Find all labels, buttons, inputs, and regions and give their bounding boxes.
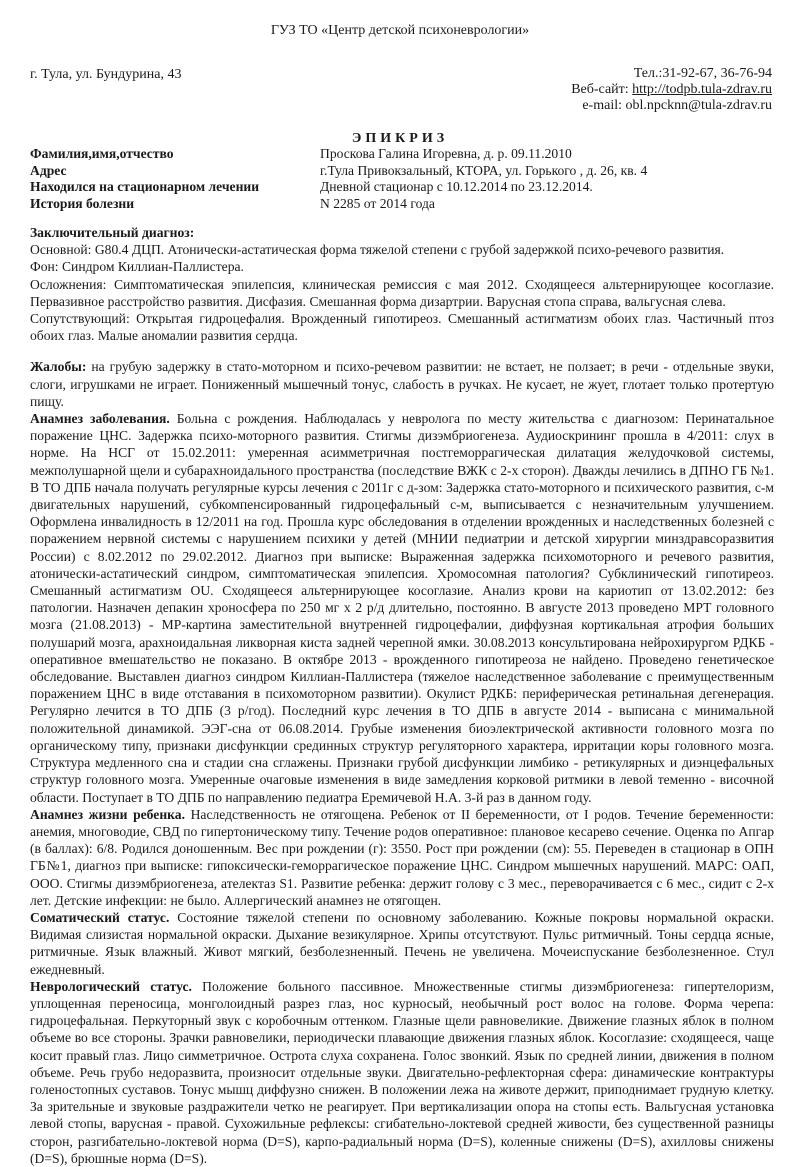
website-link[interactable]: http://todpb.tula-zdrav.ru xyxy=(632,82,772,97)
complaints-section xyxy=(30,358,774,410)
diagnosis-main: Основной: G80.4 ДЦП. Атонически-астатическая форма тяжелой степени с грубой задержкой психо-речевого развития. xyxy=(30,242,725,258)
patient-stay-row xyxy=(30,179,770,196)
somatic-text: Состояние тяжелой степени по основному заболеванию. Кожные покровы нормальной окраски. Видимая слизистая нормальной окраски. Дыхание везикулярное. Хрипы отсутствуют. Пульс ритмичный. Тоны сердца ясные, ритмичные. Язык влажный. Живот мягкий, безболезненный. Печень не увеличена. Мочеиспускание безболезненное. Стул ежедневный. xyxy=(30,909,774,977)
phone-line: Тел.:31-92-67, 36-76-94 xyxy=(633,66,772,81)
organization-address: г. Тула, ул. Бундурина, 43 xyxy=(30,67,182,82)
email-line: e-mail: obl.npcknn@tula-zdrav.ru xyxy=(582,98,772,113)
anamnesis-disease-label: Анамнез заболевания. xyxy=(30,411,170,427)
patient-address-value: г.Тула Привокзальный, КТОРА, ул. Горького , д. 26, кв. 4 xyxy=(320,162,648,178)
contact-block xyxy=(571,66,772,114)
patient-stay-label: Находился на стационарном лечении xyxy=(30,179,260,194)
anamnesis-disease-section xyxy=(30,410,774,806)
patient-address-label: Адрес xyxy=(30,162,67,178)
diagnosis-heading: Заключительный диагноз: xyxy=(30,225,195,240)
patient-name-value: Проскова Галина Игоревна, д. р. 09.11.2010 xyxy=(320,146,572,161)
anamnesis-life-label: Анамнез жизни ребенка. xyxy=(30,806,185,822)
complaints-text: на грубую задержку в стато-моторном и психо-речевом развитии: не встает, не ползает; в речи - отдельные звуки, слоги, игрушками не играет. Пониженный мышечный тонус, слабость в ручках. Не кусает, не жует, глотает только протертую пищу. xyxy=(30,359,774,409)
patient-name-row xyxy=(30,146,770,163)
organization-name: ГУЗ ТО «Центр детской психоневрологии» xyxy=(270,23,530,38)
complaints-label: Жалобы: xyxy=(30,359,87,375)
website-line xyxy=(571,82,772,98)
patient-stay-value: Дневной стационар с 10.12.2014 по 23.12.2014. xyxy=(320,179,593,194)
patient-history-label: История болезни xyxy=(30,195,135,211)
diagnosis-concomitant: Сопутствующий: Открытая гидроцефалия. Врожденный гипотиреоз. Смешанный астигматизм обоих глаз. Частичный птоз обоих глаз. Малые аномалии развития сердца. xyxy=(30,311,774,344)
patient-address-row xyxy=(30,163,770,180)
anamnesis-disease-text: Больна с рождения. Наблюдалась у невролога по месту жительства с диагнозом: Перинатальное поражение ЦНС. Задержка психо-моторного развития. Стигмы дизэмбриогенеза. Аудиоскрининг прошла в 4/2011: слух в норме. На НСГ от 15.02.2011: умеренная асимметричная постгеморрагическая дилатация желудочковой системы, межполушарной щели и субарахноидального пространства (последствие ВЖК с 2-х сторон). Дважды лечились в ДПНО ГБ №1. В ТО ДПБ начала получать регулярные курсы лечения с 2011г с д-зом: Задержка стато-моторного и психического развития, с-м двигательных нарушений, субкомпенсированный гидроцефальный с-м, выписывается с незначительным улучшением. Оформлена инвалидность в 12/2011 на год. Прошла курс обследования в отделении врожденных и наследственных болезней с поражением нервной системы с нарушением психики у детей (МНИИ педиатрии и детской хирургии минздравсоразвития России) с 8.02.2012 по 29.02.2012. Диагноз при выписке: Выраженная задержка психомоторного и речевого развития, атонически-астатический синдром, симптоматическая эпилепсия. Хромосомная патология? Субклинический гипотиреоз. Смешанный астигматизм OU. Сходящееся альтернирующее косоглазие. Анализ крови на кариотип от 13.02.2012: без патологии. Назначен депакин хроносфера по 250 мг х 2 р/д длительно, постоянно. В августе 2013 проведено МРТ головного мозга (21.08.2013) - МР-картина заместительной внутренней гидроцефалии, диффузная кортикальная атрофия больших полушарий мозга, арахноидальная ликворная киста задней черепной ямки. 30.08.2013 консультирована нейрохирургом РДКБ - оперативное вмешательство не показано. В октябре 2013 - врожденного гипотиреоза не найдено. Проведено генетическое обследование. Выставлен диагноз синдром Киллиан-Паллистера (тяжелое наследственное заболевание с преимущественным поражением ЦНС в виде отставания в психомоторном развитии). Окулист РДКБ: периферическая ретинальная дегенерация. Регулярно лечится в ТО ДПБ (3 р/год). Последний курс лечения в ТО ДПБ в августе 2014 - выписана с минимальной положительной динамикой. ЭЭГ-сна от 06.08.2014. Грубые изменения биоэлектрической активности головного мозга по органическому типу, признаки дисфункции срединных структур регуляторного характера, ирритации коры головного мозга. Структура медленного сна и стадии сна сглажены. Признаки грубой дисфункции лимбико - ретикулярных и диэнцефальных структур головного мозга. Умеренные очаговые изменения в виде замедления корковой ритмики в левой теменно - височной области. Поступает в ТО ДПБ по направлению педиатра Еремичевой Н.А. 3-й раз в данном году. xyxy=(30,411,774,805)
anamnesis-life-text: Наследственность не отягощена. Ребенок от II беременности, от I родов. Течение беременности: анемия, многоводие, СВД по гипертоническому типу. Течение родов оперативное: плановое кесарево сечение. Оценка по Апгар (в баллах): 6/8. Родился доношенным. Вес при рождении (г): 3550. Рост при рождении (см): 55. Переведен в стационар в ОПН ГБ№1, диагноз при выписке: гипоксически-геморрагическое поражение ЦНС. Синдром мышечных нарушений. МАРС: ОАП, ООО. Стигмы дизэмбриогенеза, ателектаз S1. Развитие ребенка: держит голову с 3 мес., переворачивается с 6 мес., сидит с 2-х лет. Детские инфекции: не было. Аллергический анамнез не отягощен. xyxy=(30,806,774,908)
section-gap xyxy=(30,344,774,358)
patient-name-label: Фамилия,имя,отчество xyxy=(30,146,174,161)
neuro-label: Неврологический статус. xyxy=(30,978,192,994)
diagnosis-complications: Осложнения: Симптоматическая эпилепсия, клиническая ремиссия с мая 2012. Сходящееся альтернирующее косоглазие. Первазивное расстройство развития. Дисфазия. Смешанная форма дизартрии. Варусная стопа справа, вальгусная слева. xyxy=(30,276,774,309)
neuro-text: Положение больного пассивное. Множественные стигмы дизэмбриогенеза: гипертелоризм, уплощенная переносица, монголоидный разрез глаз, нос курносый, необычный рост волос на голове. Форма черепа: гидроцефальная. Перкуторный звук с коробочным оттенком. Глазные щели равновеликие. Движение глазных яблок в полном объеме во все стороны. Зрачки равновелики, периодически плавающие движения глазных яблок. Косоглазие: сходящееся, чаще косит правый глаз. Лицо симметричное. Острота слуха сохранена. Голос звонкий. Язык по средней линии, движения в полном объеме. Речь грубо недоразвита, произносит отдельные звуки. Двигательно-рефлекторная сфера: динамические контрактуры голеностопных суставов. Тонус мышц диффузно снижен. В положении лежа на животе держит, приподнимает грудную клетку. За зрительные и звуковые раздражители четко не реагирует. При вертикализации опора на стопы есть. Вальгусная установка левой стопы, варусная - правой. Сухожильные рефлексы: сгибательно-локтевой средней живости, без существенной разницы сторон, разгибательно-локтевой норма (D=S), карпо-радиальный норма (D=S), коленные снижены (D=S), ахилловы снижены (D=S), брюшные норма (D=S). xyxy=(30,978,774,1166)
neuro-section xyxy=(30,978,774,1167)
anamnesis-life-section xyxy=(30,806,774,909)
somatic-section xyxy=(30,909,774,978)
patient-history-value: N 2285 от 2014 года xyxy=(320,195,435,211)
diagnosis-background: Фон: Синдром Киллиан-Паллистера. xyxy=(30,259,244,275)
website-label: Веб-сайт: xyxy=(571,82,629,97)
somatic-label: Соматический статус. xyxy=(30,909,170,925)
patient-info xyxy=(30,146,770,212)
document-title: ЭПИКРИЗ xyxy=(351,131,449,146)
epicrisis-body xyxy=(30,224,774,1167)
patient-history-row xyxy=(30,196,770,213)
